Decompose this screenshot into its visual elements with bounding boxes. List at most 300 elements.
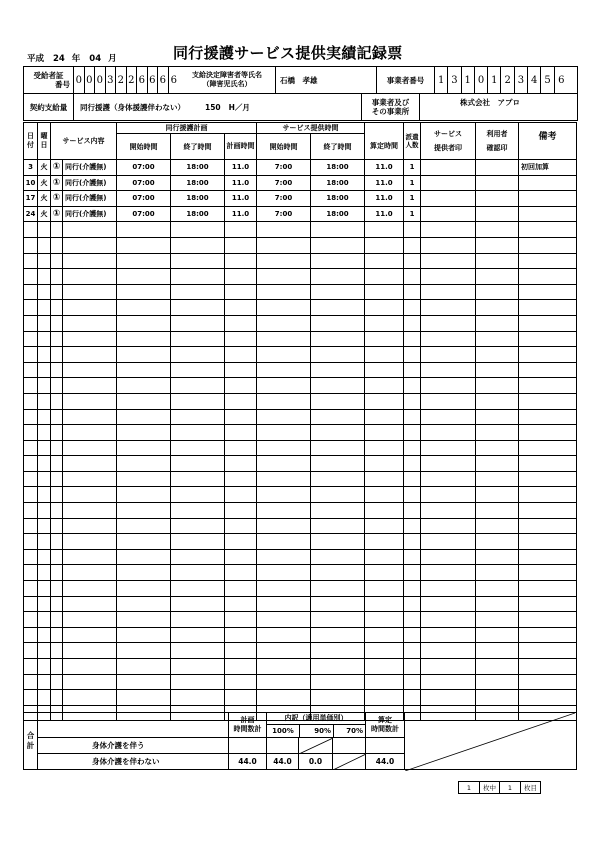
table-cell	[63, 612, 117, 628]
table-cell	[117, 393, 171, 409]
table-cell	[117, 690, 171, 706]
table-cell	[117, 659, 171, 675]
digit-box: 0	[475, 67, 488, 93]
table-row	[24, 456, 577, 472]
office-name: 株式会社 アプロ	[460, 98, 520, 107]
table-cell	[117, 315, 171, 331]
col-plan-start: 開始時間	[117, 134, 171, 160]
table-row	[24, 206, 577, 222]
year-unit: 年	[71, 54, 81, 64]
table-cell	[421, 378, 476, 394]
table-cell	[38, 425, 51, 441]
table-cell	[24, 237, 38, 253]
table-cell	[519, 409, 577, 425]
digit-box: 0	[85, 67, 96, 93]
table-cell	[365, 393, 404, 409]
table-cell	[421, 206, 476, 222]
table-cell	[38, 315, 51, 331]
table-cell	[171, 643, 225, 659]
table-cell	[51, 347, 63, 363]
digit-box: 0	[95, 67, 106, 93]
digit-box: 3	[515, 67, 528, 93]
table-row	[24, 659, 577, 675]
table-cell	[117, 456, 171, 472]
table-cell	[38, 534, 51, 550]
table-cell	[63, 347, 117, 363]
table-cell	[257, 596, 311, 612]
table-cell	[225, 581, 257, 597]
table-cell	[476, 160, 519, 176]
table-cell: 11.0	[225, 175, 257, 191]
table-cell	[519, 534, 577, 550]
table-cell	[365, 378, 404, 394]
table-cell	[63, 503, 117, 519]
table-row	[24, 518, 577, 534]
table-cell	[225, 471, 257, 487]
table-cell	[117, 409, 171, 425]
table-cell	[404, 471, 421, 487]
table-cell	[519, 331, 577, 347]
table-cell	[63, 300, 117, 316]
table-cell	[117, 581, 171, 597]
table-cell	[257, 393, 311, 409]
table-cell	[421, 269, 476, 285]
table-cell	[476, 378, 519, 394]
service-record-table	[23, 122, 577, 721]
table-cell	[24, 253, 38, 269]
table-cell	[519, 612, 577, 628]
table-cell	[117, 253, 171, 269]
table-cell	[63, 315, 117, 331]
table-row	[24, 503, 577, 519]
pct-100: 100%	[267, 725, 300, 737]
table-cell	[225, 690, 257, 706]
table-cell	[421, 612, 476, 628]
table-cell: 11.0	[365, 160, 404, 176]
col-actual-group: サービス提供時間	[257, 123, 365, 134]
digit-box: 5	[541, 67, 554, 93]
diagonal-line	[333, 754, 366, 770]
table-cell	[365, 690, 404, 706]
table-cell	[63, 222, 117, 238]
table-cell	[421, 347, 476, 363]
table-cell	[421, 674, 476, 690]
table-cell	[476, 659, 519, 675]
table-cell	[24, 440, 38, 456]
table-cell	[476, 206, 519, 222]
table-cell	[476, 471, 519, 487]
table-cell	[51, 503, 63, 519]
table-cell	[257, 237, 311, 253]
table-cell	[24, 643, 38, 659]
table-cell	[257, 425, 311, 441]
table-cell	[257, 549, 311, 565]
table-cell	[421, 331, 476, 347]
page-of-label: 枚中	[480, 782, 500, 794]
table-cell	[519, 549, 577, 565]
pct-70: 70%	[346, 727, 363, 735]
header-row-1	[24, 67, 577, 93]
digit-box: 1	[488, 67, 501, 93]
table-cell	[63, 378, 117, 394]
table-cell	[38, 456, 51, 472]
total-label: 合計	[24, 713, 38, 770]
table-cell	[117, 674, 171, 690]
table-cell	[519, 300, 577, 316]
decision-label: 支給決定障害者等氏名 （障害児氏名）	[179, 67, 276, 93]
table-cell	[117, 347, 171, 363]
table-row	[24, 160, 577, 176]
table-cell	[404, 269, 421, 285]
table-cell	[365, 471, 404, 487]
table-cell	[404, 362, 421, 378]
digit-box: 3	[448, 67, 461, 93]
table-cell	[171, 627, 225, 643]
table-cell	[51, 471, 63, 487]
table-cell	[63, 471, 117, 487]
table-row	[24, 175, 577, 191]
table-cell	[257, 347, 311, 363]
table-cell	[38, 269, 51, 285]
table-cell	[63, 425, 117, 441]
table-cell	[257, 627, 311, 643]
table-cell	[365, 487, 404, 503]
table-cell: 同行(介護無)	[63, 206, 117, 222]
table-cell	[24, 393, 38, 409]
table-cell	[51, 362, 63, 378]
table-cell	[476, 284, 519, 300]
table-cell	[117, 627, 171, 643]
table-cell	[24, 362, 38, 378]
table-cell	[225, 315, 257, 331]
table-cell	[421, 534, 476, 550]
table-cell	[257, 300, 311, 316]
page-current: 1	[500, 782, 521, 794]
table-cell	[476, 300, 519, 316]
table-cell	[171, 456, 225, 472]
table-cell	[225, 565, 257, 581]
table-cell	[38, 549, 51, 565]
table-cell	[365, 643, 404, 659]
table-cell	[404, 534, 421, 550]
table-cell	[38, 253, 51, 269]
year-value: 24	[52, 54, 65, 64]
table-cell	[51, 300, 63, 316]
table-cell	[311, 347, 365, 363]
table-cell	[257, 269, 311, 285]
table-cell: 17	[24, 191, 38, 207]
table-cell	[519, 674, 577, 690]
table-cell	[257, 440, 311, 456]
table-cell	[311, 549, 365, 565]
table-cell	[63, 253, 117, 269]
table-cell	[311, 456, 365, 472]
table-cell	[51, 549, 63, 565]
table-cell	[421, 659, 476, 675]
table-cell	[38, 331, 51, 347]
table-cell	[365, 518, 404, 534]
table-cell	[117, 378, 171, 394]
table-cell	[421, 549, 476, 565]
table-cell	[225, 237, 257, 253]
table-cell: 初回加算	[519, 160, 577, 176]
col-plan-hours: 計画時間	[225, 134, 257, 160]
table-cell	[51, 378, 63, 394]
table-cell	[171, 690, 225, 706]
table-cell	[63, 393, 117, 409]
digit-box: 6	[158, 67, 169, 93]
month-unit: 月	[108, 54, 117, 64]
without-care-plan: 44.0	[229, 754, 267, 770]
table-cell: 1	[404, 191, 421, 207]
table-cell	[171, 269, 225, 285]
table-cell	[519, 518, 577, 534]
with-care-100	[267, 738, 299, 754]
table-cell: 11.0	[225, 191, 257, 207]
table-row	[24, 565, 577, 581]
table-cell	[311, 331, 365, 347]
table-cell	[225, 612, 257, 628]
table-cell	[63, 690, 117, 706]
table-cell	[257, 643, 311, 659]
table-cell	[519, 175, 577, 191]
table-cell	[365, 674, 404, 690]
table-row	[24, 690, 577, 706]
table-cell	[421, 253, 476, 269]
table-cell	[171, 503, 225, 519]
table-cell	[365, 456, 404, 472]
table-cell	[365, 549, 404, 565]
table-cell	[257, 674, 311, 690]
table-cell	[476, 253, 519, 269]
table-row	[24, 253, 577, 269]
table-cell	[421, 284, 476, 300]
table-cell	[311, 253, 365, 269]
table-cell	[404, 331, 421, 347]
header-block	[23, 66, 578, 121]
table-cell	[421, 362, 476, 378]
table-cell	[365, 222, 404, 238]
table-cell	[365, 300, 404, 316]
table-cell	[311, 315, 365, 331]
table-cell	[519, 596, 577, 612]
table-row	[24, 347, 577, 363]
table-cell	[311, 378, 365, 394]
table-cell	[421, 627, 476, 643]
table-cell	[24, 690, 38, 706]
table-cell	[404, 425, 421, 441]
table-row	[24, 378, 577, 394]
table-row	[24, 534, 577, 550]
table-cell: 18:00	[311, 191, 365, 207]
table-cell	[225, 300, 257, 316]
table-cell	[476, 409, 519, 425]
table-cell	[24, 565, 38, 581]
office-name-label: 事業者及び その事業所	[362, 94, 420, 120]
office-number	[435, 67, 577, 93]
table-cell	[24, 503, 38, 519]
table-cell	[421, 425, 476, 441]
table-cell	[225, 549, 257, 565]
table-cell	[24, 518, 38, 534]
table-cell	[38, 471, 51, 487]
table-cell	[24, 315, 38, 331]
table-cell	[24, 456, 38, 472]
table-cell	[38, 518, 51, 534]
table-cell: 1	[404, 160, 421, 176]
table-cell	[311, 627, 365, 643]
table-cell	[476, 565, 519, 581]
totals-table	[23, 712, 577, 770]
col-calc-hours: 算定時間	[365, 123, 404, 160]
table-cell	[225, 487, 257, 503]
digit-box: 6	[148, 67, 159, 93]
table-cell	[421, 160, 476, 176]
table-cell	[24, 674, 38, 690]
user-name: 石橋 孝雄	[276, 67, 377, 93]
table-cell	[51, 393, 63, 409]
table-cell	[225, 659, 257, 675]
table-cell: 11.0	[225, 160, 257, 176]
table-cell: 火	[38, 175, 51, 191]
table-cell	[171, 393, 225, 409]
table-cell	[171, 315, 225, 331]
table-cell: 24	[24, 206, 38, 222]
table-cell	[38, 674, 51, 690]
table-cell	[421, 503, 476, 519]
table-cell	[24, 534, 38, 550]
table-cell: 同行(介護無)	[63, 160, 117, 176]
table-cell: 18:00	[171, 175, 225, 191]
table-cell	[225, 643, 257, 659]
with-care-calc	[366, 738, 405, 754]
table-cell	[24, 581, 38, 597]
contract-value: 同行援護（身体援護伴わない） 150 H／月	[74, 94, 362, 120]
table-cell	[404, 222, 421, 238]
table-cell	[421, 596, 476, 612]
with-care-90	[299, 738, 333, 754]
table-cell	[519, 393, 577, 409]
table-cell	[38, 237, 51, 253]
table-cell	[171, 284, 225, 300]
table-cell	[171, 347, 225, 363]
table-cell	[171, 487, 225, 503]
table-cell	[38, 659, 51, 675]
table-cell	[421, 581, 476, 597]
table-cell	[257, 331, 311, 347]
table-cell	[257, 565, 311, 581]
table-cell	[476, 362, 519, 378]
table-cell	[311, 300, 365, 316]
table-cell	[311, 284, 365, 300]
table-cell	[63, 643, 117, 659]
table-cell	[51, 612, 63, 628]
table-cell	[38, 565, 51, 581]
table-row	[24, 362, 577, 378]
table-cell	[404, 518, 421, 534]
table-cell	[404, 627, 421, 643]
table-cell	[51, 409, 63, 425]
table-cell	[365, 659, 404, 675]
table-row	[24, 581, 577, 597]
recipient-number	[74, 67, 179, 93]
table-cell: 18:00	[171, 206, 225, 222]
table-cell	[51, 487, 63, 503]
table-cell	[117, 362, 171, 378]
page-indicator	[458, 781, 541, 794]
table-cell	[257, 690, 311, 706]
without-care-calc: 44.0	[366, 754, 405, 770]
table-cell	[311, 596, 365, 612]
table-cell	[117, 565, 171, 581]
table-cell	[476, 440, 519, 456]
table-cell	[171, 518, 225, 534]
table-cell	[38, 690, 51, 706]
table-row	[24, 643, 577, 659]
table-row	[24, 674, 577, 690]
table-cell	[38, 362, 51, 378]
table-cell	[257, 409, 311, 425]
table-cell	[24, 487, 38, 503]
table-cell: 07:00	[117, 160, 171, 176]
table-row	[24, 409, 577, 425]
table-row	[24, 237, 577, 253]
table-cell: ①	[51, 175, 63, 191]
table-cell	[117, 643, 171, 659]
table-cell	[257, 471, 311, 487]
table-cell	[63, 627, 117, 643]
table-cell	[63, 284, 117, 300]
table-cell: ①	[51, 191, 63, 207]
table-cell	[404, 549, 421, 565]
table-cell	[519, 347, 577, 363]
table-cell	[63, 596, 117, 612]
table-cell: 18:00	[171, 191, 225, 207]
table-cell	[51, 518, 63, 534]
table-cell	[24, 284, 38, 300]
table-cell: 同行(介護無)	[63, 175, 117, 191]
table-cell	[225, 284, 257, 300]
table-cell	[476, 237, 519, 253]
table-cell	[404, 300, 421, 316]
table-cell	[404, 378, 421, 394]
table-cell: 07:00	[117, 175, 171, 191]
table-cell	[365, 331, 404, 347]
table-cell	[257, 581, 311, 597]
table-cell	[257, 284, 311, 300]
table-cell	[171, 409, 225, 425]
table-cell	[311, 222, 365, 238]
table-cell	[171, 300, 225, 316]
table-cell	[365, 440, 404, 456]
table-cell	[519, 690, 577, 706]
table-cell: 7:00	[257, 206, 311, 222]
table-cell	[51, 456, 63, 472]
diagonal-line	[299, 738, 333, 754]
table-cell	[63, 237, 117, 253]
table-cell	[404, 612, 421, 628]
table-cell	[476, 191, 519, 207]
table-cell	[311, 471, 365, 487]
table-cell	[519, 206, 577, 222]
table-cell	[225, 378, 257, 394]
table-cell	[51, 627, 63, 643]
table-cell	[476, 456, 519, 472]
table-cell	[51, 253, 63, 269]
table-cell	[476, 643, 519, 659]
table-cell	[38, 300, 51, 316]
table-cell	[117, 425, 171, 441]
